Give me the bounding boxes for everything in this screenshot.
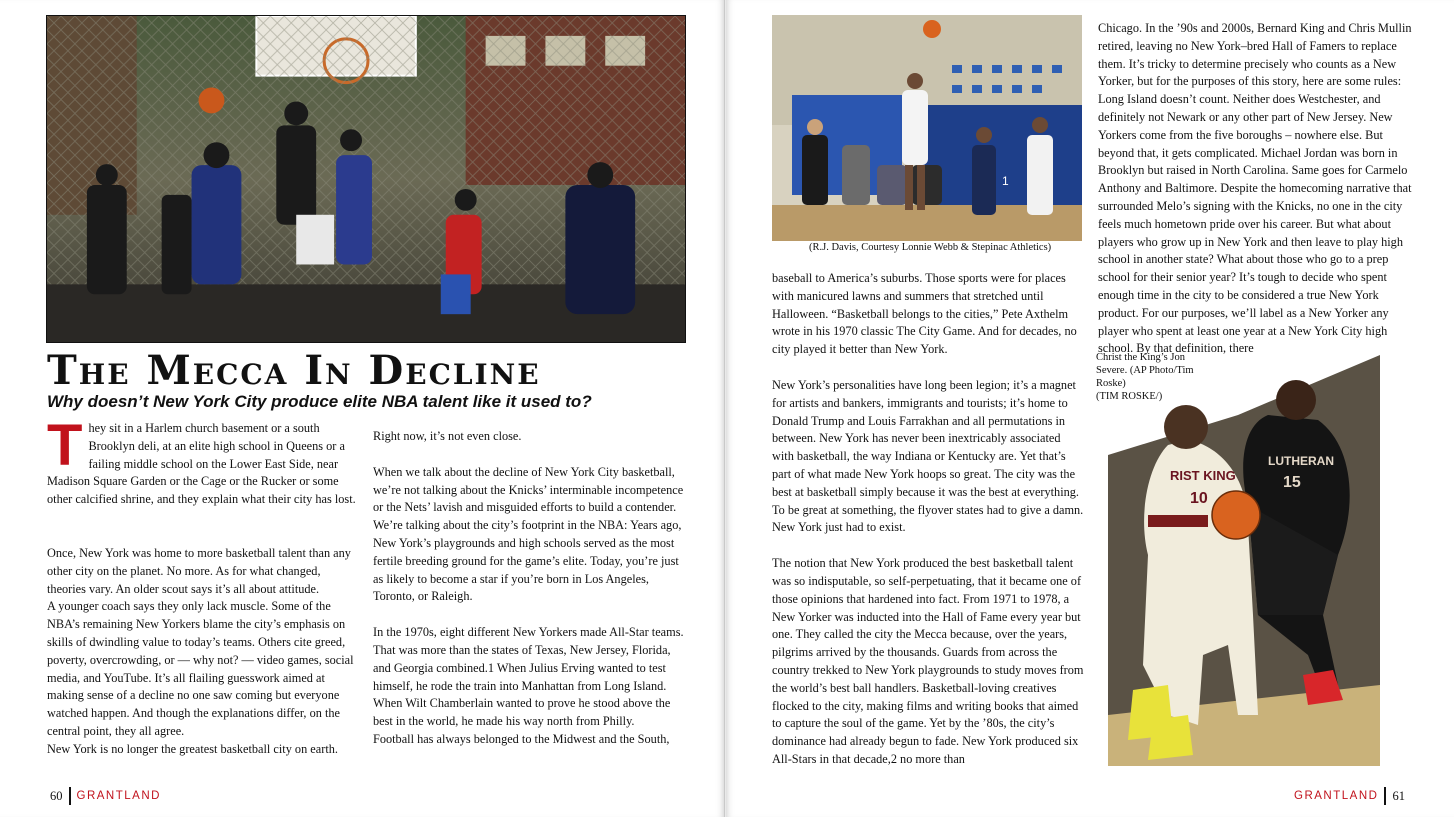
jersey-number: 15 <box>1283 474 1301 491</box>
footer-divider <box>1384 787 1386 805</box>
column-1 <box>47 413 359 759</box>
jersey-number: 10 <box>1190 490 1208 507</box>
column-3 <box>772 270 1084 769</box>
article-title: The Mecca In Decline <box>47 347 541 394</box>
photo-caption: (R.J. Davis, Courtesy Lonnie Webb & Stepinac Athletics) <box>809 242 1052 253</box>
high-school-players-photo <box>1108 355 1380 766</box>
article-subtitle: Why doesn’t New York City produce elite NBA talent like it used to? <box>47 392 592 411</box>
playground-basketball-photo <box>46 15 686 343</box>
jersey-text: RIST KING <box>1170 468 1236 483</box>
page-number: 61 <box>1392 789 1405 803</box>
gym-game-photo <box>772 15 1082 241</box>
magazine-brand: GRANTLAND <box>76 790 161 802</box>
body-paragraph: When we talk about the decline of New York City basketball, we’re not talking about the Knicks’ interminable incompetence or the Nets’ lavish and misguided efforts to build a contender. We’re talking about the city’s footprint in the NBA: Years ago, New York’s playgrounds and high schools served as the most fertile breeding ground for the game’s elite. Today, you’re just as likely to become a star if you’re born in Los Angeles, Toronto, or Raleigh. <box>373 464 684 604</box>
body-paragraph: Football has always belonged to the Midwest and the South, <box>373 731 670 746</box>
body-paragraph: A younger coach says they only lack muscle. Some of the NBA’s remaining New Yorkers blame the city’s emphasis on skills of dwindling value to today’s teams. Others cite greed, poverty, overcrowding, or — why not? — video games, social media, and YouTube. It’s all flailing guesswork aimed at making sense of a decline no one saw coming but everyone watched happen. And though the explanations differ, on the central point, they all agree. <box>47 599 354 738</box>
body-paragraph: New York is no longer the greatest basketball city on earth. <box>47 741 338 756</box>
body-paragraph: In the 1970s, eight different New Yorkers made All-Star teams. That was more than the states of Texas, New Jersey, Florida, and Georgia combined.1 When Julius Erving wanted to test himself, he rode the train into Manhattan from Long Island. When Wilt Chamberlain wanted to prove he stood above the best in the world, he made his way north from Philly. <box>373 625 684 729</box>
column-4 <box>1098 20 1414 358</box>
body-paragraph: baseball to America’s suburbs. Those sports were for places with manicured lawns and summers that stretched until Halloween. “Basketball belongs to the cities,” Pete Axthelm wrote in his 1970 classic The City Game. And for decades, no city played it better than New York. <box>772 271 1077 357</box>
body-paragraph: Chicago. In the ’90s and 2000s, Bernard King and Chris Mullin retired, leaving no New York–bred Hall of Famers to replace them. It’s tricky to determine precisely who counts as a New Yorker, but for the purposes of this story, here are some rules: Long Island doesn’t count. Neither does Westchester, and definitely not Newark or any other part of New Jersey. New Yorkers come from the five boroughs – nowhere else. But beyond that, it gets complicated. Michael Jordan was born in Brooklyn but raised in North Carolina. Same goes for Carmelo Anthony and Baltimore. Despite the homecoming narrative that surrounded Melo’s signing with the Knicks, no one in the city feels much hometown pride over his career. But what about players who grow up in New York and then leave to play high school in another state? What about those who go to a prep school for their senior year? It’s tough to decide who spent enough time in the city to be considered a true New York product. For our purposes, we’ll label as a New Yorker any player who spent at least one year at a New York City high school. By that definition, there <box>1098 21 1412 356</box>
body-paragraph: Once, New York was home to more basketball talent than any other city on the planet. No more. As for what changed, theories vary. An older scout says it’s all about attitude. <box>47 545 351 596</box>
drop-cap: T <box>47 413 83 478</box>
right-page <box>726 0 1454 817</box>
lead-paragraph: They sit in a Harlem church basement or a south Brooklyn deli, at an elite high school in Queens or a failing middle school on the Lower East Side, near Madison Square Garden or the Cage or the Rucker or some other calcified shrine, and they explain what their city has lost. <box>47 413 356 507</box>
right-footer <box>1294 787 1405 805</box>
photo-caption: Christ the King’s Jon Severe. (AP Photo/Tim Roske) (TIM ROSKE/) <box>1096 352 1194 402</box>
page-number: 60 <box>50 789 63 803</box>
footer-divider <box>69 787 71 805</box>
left-footer <box>50 787 161 805</box>
jersey-text: LUTHERAN <box>1268 454 1334 468</box>
body-paragraph: The notion that New York produced the best basketball talent was so indisputable, so self-perpetuating, that it became one of those opinions that hardened into fact. From 1971 to 1978, a New Yorker was inducted into the Hall of Fame every year but one. They called the city the Mecca because, over the years, pilgrims arrived by the thousands. Guards from across the country trekked to New York playgrounds to study moves from the world’s best ball handlers. Basketball-loving creatives flocked to the city, making films and writing books that aimed to capture the soul of the game. Yet by the ’80s, the city’s dominance had already begun to fade. New York produced six All-Stars in that decade,2 no more than <box>772 556 1084 766</box>
body-paragraph: New York’s personalities have long been legion; it’s a magnet for artists and bankers, immigrants and tourists; it’s home to Donald Trump and Louis Farrakhan and all permutations in between. New York has never been inextricably associated with basketball, the way Indiana or Kentucky are. Yet that’s part of what made New York hoops so great. The city was the best at basketball simply because it was the best at everything. To be great at something, the flyover states had to give a damn. New York just had to exist. <box>772 377 1084 535</box>
jersey-number: 1 <box>1002 174 1009 188</box>
left-page <box>0 0 725 817</box>
column-2 <box>373 428 688 749</box>
magazine-brand: GRANTLAND <box>1294 790 1379 802</box>
body-paragraph: Right now, it’s not even close. <box>373 429 522 443</box>
